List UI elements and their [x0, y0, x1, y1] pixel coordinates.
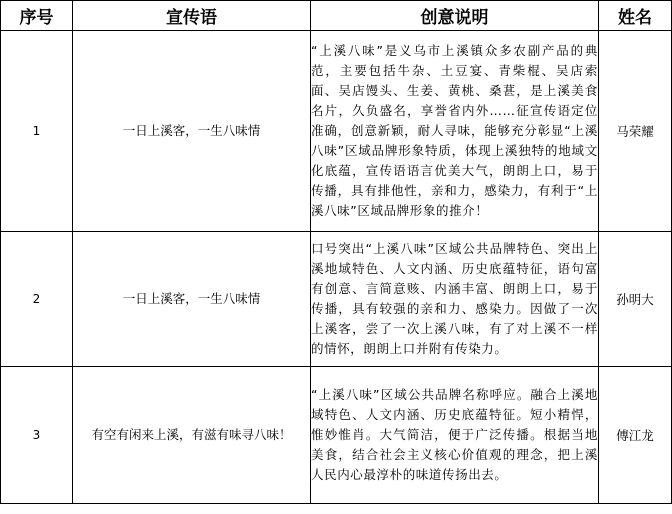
row-description: “上溪八味”是义乌市上溪镇众多农副产品的典范，主要包括牛杂、土豆宴、青柴棍、吴店索面、吴店馒头、生姜、黄桃、桑葚，是上溪美食名片，久负盛名，享誉省内外……征宣传语定位准确，创意新颖，耐人寻味，能够充分彰显“上溪八味”区域品牌形象特质，体现上溪独特的地域文化底蕴，宣传语语言优美大气，朗朗上口，易于传播，具有排他性，亲和力，感染力，有利于“上溪八味”区域品牌形象的推介！	[311, 31, 599, 232]
table-row	[1, 31, 672, 232]
row-slogan: 一日上溪客，一生八味情	[73, 31, 311, 232]
row-author: 孙明大	[599, 232, 672, 367]
row-index: 3	[1, 367, 73, 504]
header-row	[1, 1, 672, 31]
row-index: 1	[1, 31, 73, 232]
row-description: 口号突出“上溪八味”区域公共品牌特色、突出上溪地域特色、人文内涵、历史底蕴特征，语句富有创意、言简意赅、内涵丰富、朗朗上口，易于传播，具有较强的亲和力、感染力。因做了一次上溪客，尝了一次上溪八味，有了对上溪不一样的情怀，朗朗上口并附有传染力。	[311, 232, 599, 367]
row-author: 马荣耀	[599, 31, 672, 232]
table-row	[1, 232, 672, 367]
row-description: “上溪八味”区域公共品牌名称呼应。融合上溪地域特色、人文内涵、历史底蕴特征。短小精悍，惟妙惟肖。大气简洁，便于广泛传播。根据当地美食，结合社会主义核心价值观的理念，把上溪人民内心最淳朴的味道传扬出去。	[311, 367, 599, 504]
row-index: 2	[1, 232, 73, 367]
header-author: 姓名	[599, 1, 672, 31]
header-index: 序号	[1, 1, 73, 31]
row-author: 傅江龙	[599, 367, 672, 504]
row-slogan: 有空有闲来上溪，有滋有味寻八味！	[73, 367, 311, 504]
table-row	[1, 367, 672, 504]
header-description: 创意说明	[311, 1, 599, 31]
row-slogan: 一日上溪客，一生八味情	[73, 232, 311, 367]
header-slogan: 宣传语	[73, 1, 311, 31]
